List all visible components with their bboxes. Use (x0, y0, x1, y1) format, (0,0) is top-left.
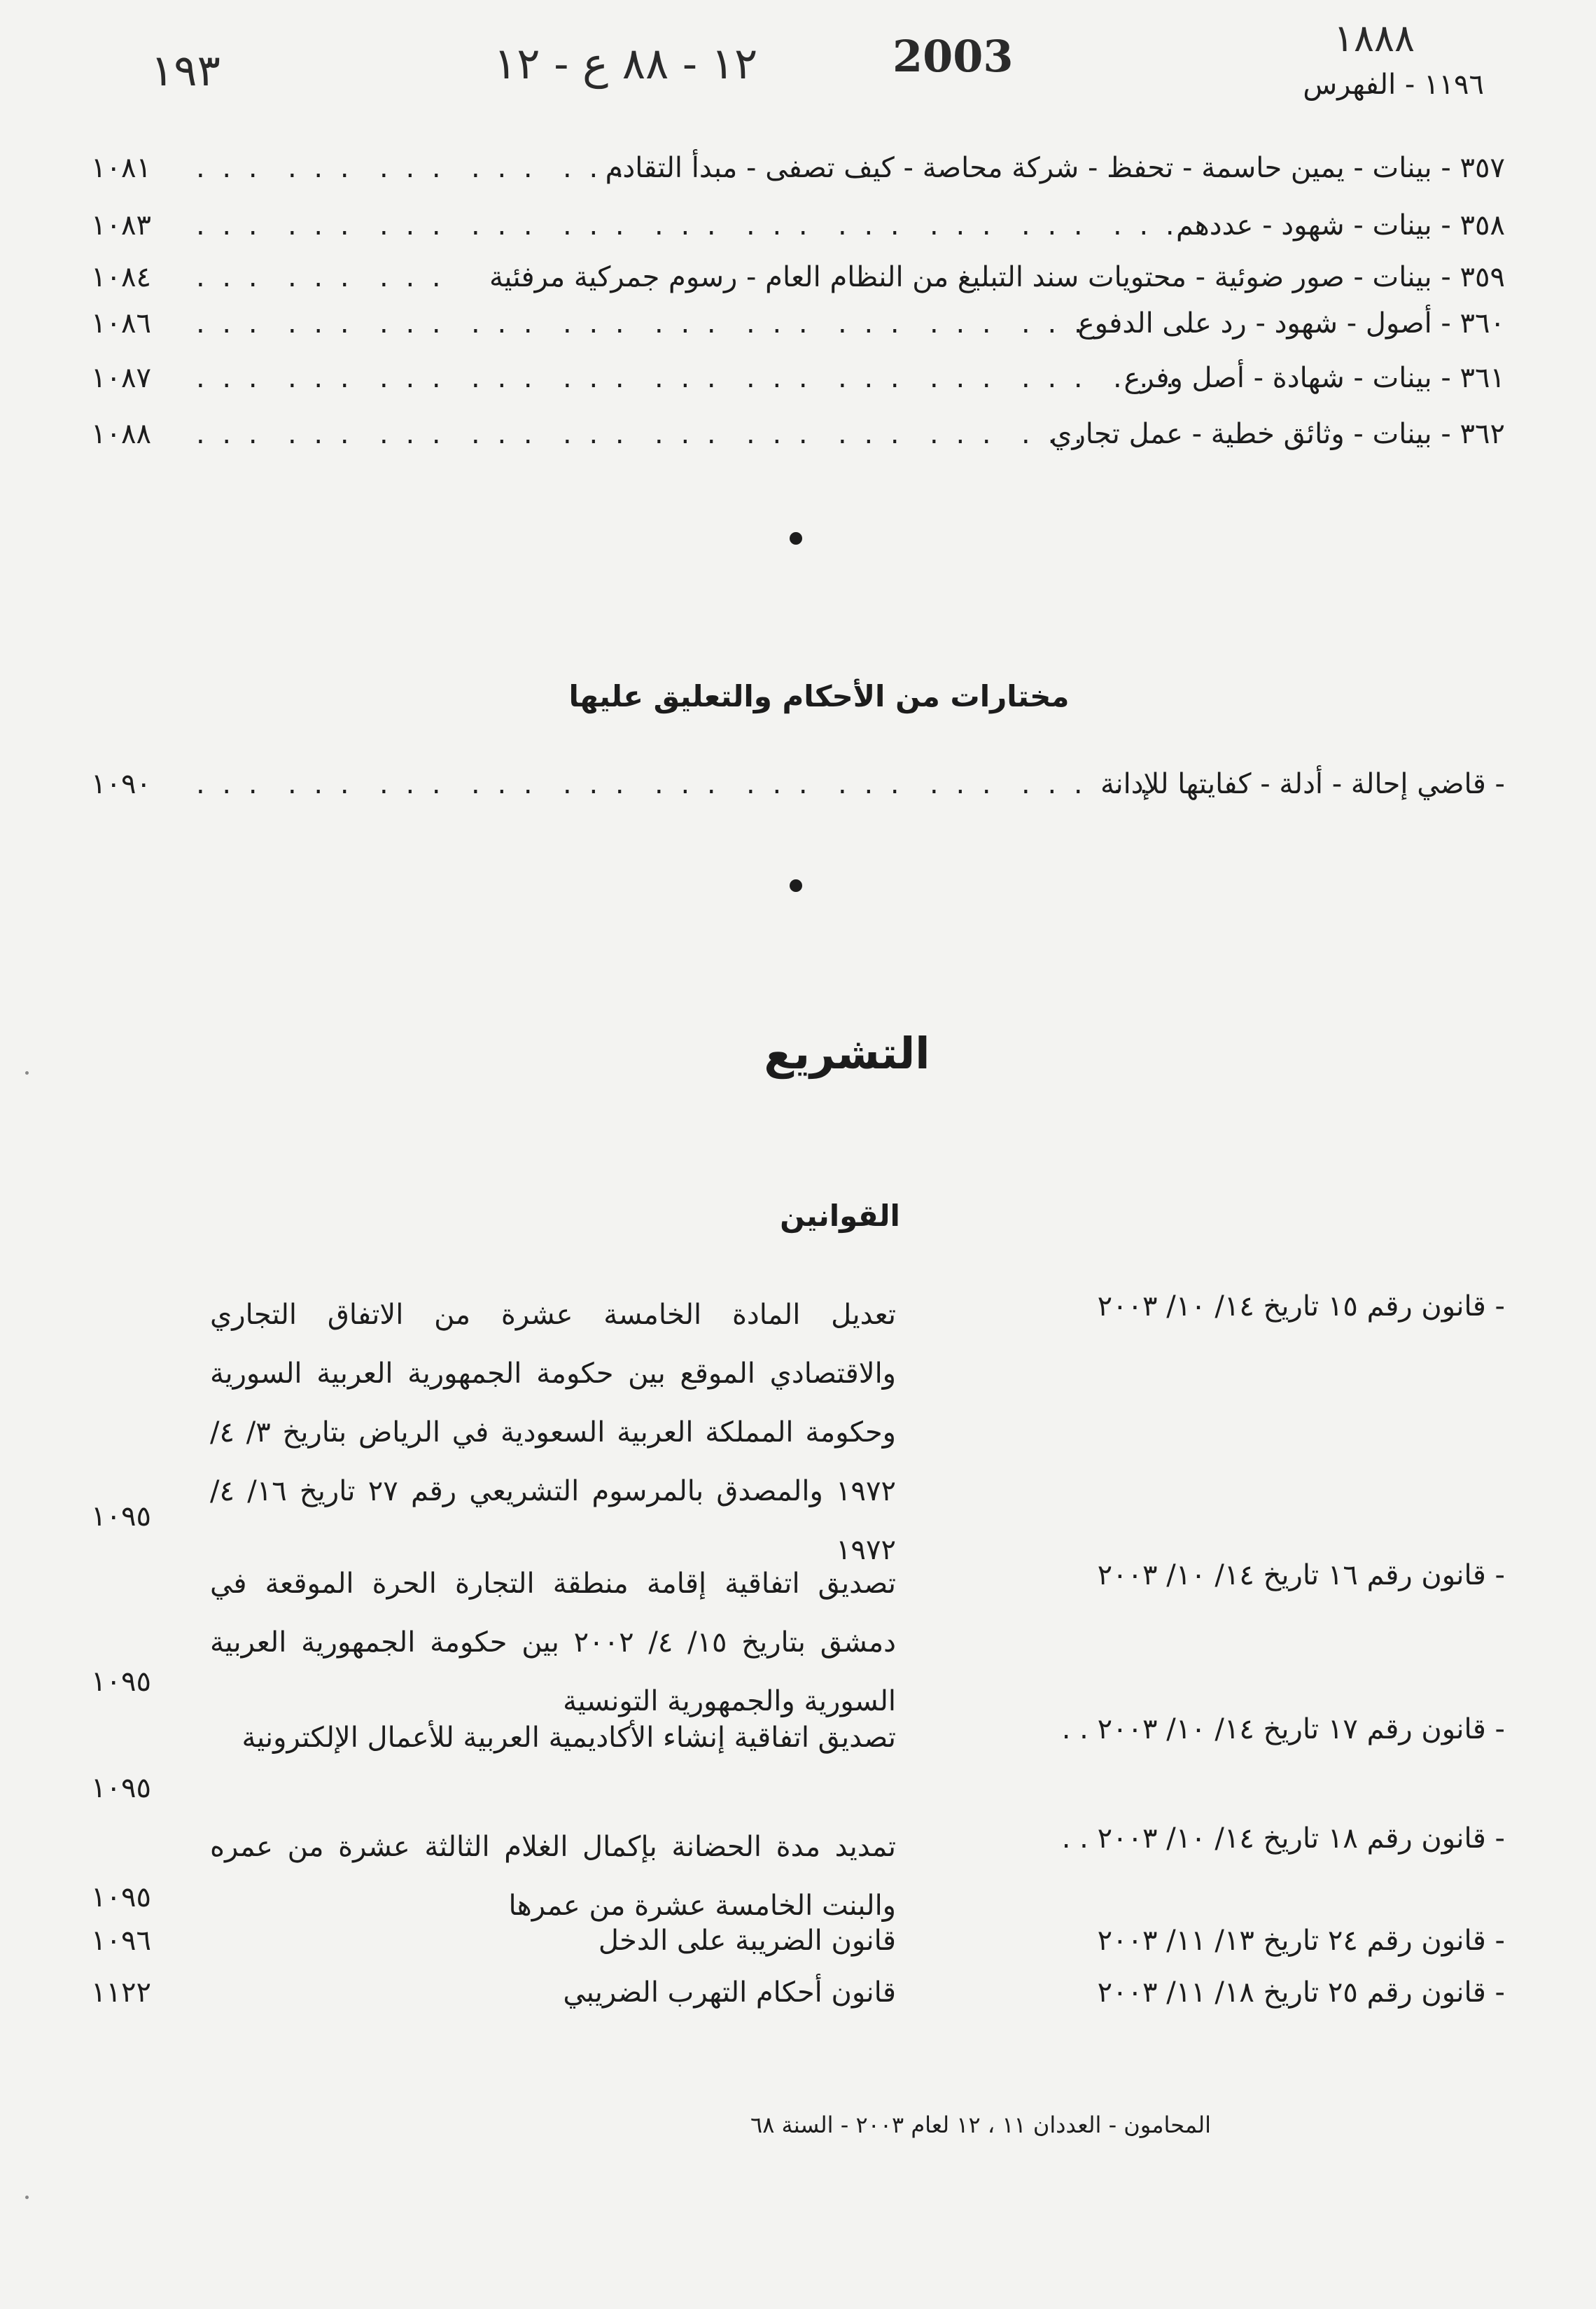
handwritten-note-right: ١٨٨٨ (1334, 16, 1415, 60)
index-entry (91, 413, 1505, 455)
selection-entry-text: - قاضي إحالة - أدلة - كفايتها للإدانة (1100, 768, 1505, 800)
law-entry-description: تمديد مدة الحضانة بإكمال الغلام الثالثة عشرة من عمره والبنت الخامسة عشرة من عمرها (210, 1831, 896, 1922)
leader-dots: . . . . . . . . . . . . . . . . . . . . . . . . . . . . . . (196, 418, 1087, 450)
handwritten-note-middle: ١٢ - ٨٨ ع - ١٢ (493, 38, 758, 89)
law-entry-name: - قانون رقم ١٥ تاريخ ١٤/ ١٠/ ٢٠٠٣ (1097, 1290, 1505, 1323)
handwritten-note-center: 2003 (892, 31, 1014, 82)
index-entry-text: ٣٦٢ - بينات - وثائق خطية - عمل تجاري (1050, 418, 1505, 450)
index-entry-text: ٣٥٨ - بينات - شهود - عددهم (1176, 209, 1505, 242)
law-entry-page: ١٠٩٥ (91, 1772, 151, 1804)
index-entry-page: ١٠٨٦ (91, 307, 151, 340)
index-entry-text: ٣٦٠ - أصول - شهود - رد على الدفوع (1077, 307, 1505, 340)
handwritten-note-left: ١٩٣ (150, 45, 220, 96)
law-entry (91, 1818, 1505, 1930)
leader-dots: . . . . . . . . . . . . . . . (196, 152, 629, 184)
section-title-selections: مختارات من الأحكام والتعليق عليها (568, 679, 1070, 713)
selection-entry-page: ١٠٩٠ (91, 768, 151, 800)
leader-dots: . . . . . . . . . (196, 261, 445, 293)
law-entry-page: ١١٢٢ (91, 1976, 151, 2009)
law-entry-name: - قانون رقم ٢٤ تاريخ ١٣/ ١١/ ٢٠٠٣ (1097, 1925, 1505, 1957)
selection-entry (91, 763, 1505, 805)
law-entry (91, 1972, 1505, 2021)
law-entry-description: تعديل المادة الخامسة عشرة من الاتفاق التجاري والاقتصادي الموقع بين حكومة الجمهورية العربية السورية وحكومة المملكة العربية السعودية في الرياض بتاريخ ٣/ ٤/ ١٩٧٢ والمصدق بالمرسوم التشريعي رقم ٢٧ تاريخ ١٦/ ٤/ ١٩٧٢ (210, 1299, 896, 1566)
index-entry (91, 204, 1505, 246)
leader-dots: . . . . . . . . . . . . . . . . . . . . . . . . . . . . . . . . . (196, 362, 1179, 394)
law-entry (91, 1285, 1505, 1566)
law-entry-name: - قانون رقم ١٦ تاريخ ١٤/ ١٠/ ٢٠٠٣ (1097, 1559, 1505, 1591)
leader-dots: . . . . . . . . . . . . . . . . . . . . . . . . . . . . . . . . (196, 768, 1153, 800)
law-entry-page: ١٠٩٥ (91, 1500, 151, 1533)
index-entry-page: ١٠٨٤ (91, 261, 151, 293)
law-entry (91, 1708, 1505, 1820)
leader-dots: . . . . . . . . . . . . . . . . . . . . . . . . . . . . . . (196, 307, 1087, 340)
index-entry-page: ١٠٨٧ (91, 362, 151, 394)
law-entry-name: - قانون رقم ٢٥ تاريخ ١٨/ ١١/ ٢٠٠٣ (1097, 1976, 1505, 2009)
section-title-legislation: التشريع (764, 1028, 930, 1079)
index-entry-text: ٣٥٩ - بينات - صور ضوئية - محتويات سند التبليغ من النظام العام - رسوم جمركية مرفئية (489, 261, 1505, 293)
running-head: ١١٩٦ - الفهرس (1303, 69, 1484, 101)
page-footer: المحامون - العددان ١١ ، ١٢ لعام ٢٠٠٣ - السنة ٦٨ (750, 2112, 1211, 2138)
index-entry-page: ١٠٨٨ (91, 418, 151, 450)
index-entry (91, 357, 1505, 399)
law-entry-description: تصديق اتفاقية إنشاء الأكاديمية العربية للأعمال الإلكترونية (241, 1722, 896, 1754)
law-entry-description: قانون أحكام التهرب الضريبي (563, 1976, 896, 2009)
law-entry-name: - قانون رقم ١٧ تاريخ ١٤/ ١٠/ ٢٠٠٣ . . (1061, 1713, 1505, 1745)
scan-speck (25, 2196, 29, 2199)
section-separator-dot (790, 879, 802, 892)
law-entry-page: ١٠٩٦ (91, 1925, 151, 1957)
index-entry (91, 256, 1505, 298)
section-subtitle-laws: القوانين (780, 1199, 900, 1233)
law-entry-description: تصديق اتفاقية إقامة منطقة التجارة الحرة الموقعة في دمشق بتاريخ ١٥/ ٤/ ٢٠٠٢ بين حكومة الجمهورية العربية السورية والجمهورية التونسية (210, 1568, 896, 1717)
index-entry-page: ١٠٨٣ (91, 209, 151, 242)
law-entry-description: قانون الضريبة على الدخل (598, 1925, 896, 1957)
law-entry (91, 1920, 1505, 1969)
index-entry-text: ٣٥٧ - بينات - يمين حاسمة - تحفظ - شركة محاصة - كيف تصفى - مبدأ التقادم (605, 152, 1505, 184)
index-entry-page: ١٠٨١ (91, 152, 151, 184)
law-entry-page: ١٠٩٥ (91, 1881, 151, 1913)
law-entry-name: - قانون رقم ١٨ تاريخ ١٤/ ١٠/ ٢٠٠٣ . . (1061, 1822, 1505, 1855)
index-entry (91, 302, 1505, 344)
index-entry-text: ٣٦١ - بينات - شهادة - أصل وفرع (1124, 362, 1505, 394)
law-entry-page: ١٠٩٥ (91, 1666, 151, 1698)
section-separator-dot (790, 532, 802, 545)
scan-speck (25, 1071, 29, 1075)
leader-dots: . . . . . . . . . . . . . . . . . . . . . . . . . . . . . . . . . (196, 209, 1179, 242)
index-entry (91, 147, 1505, 189)
